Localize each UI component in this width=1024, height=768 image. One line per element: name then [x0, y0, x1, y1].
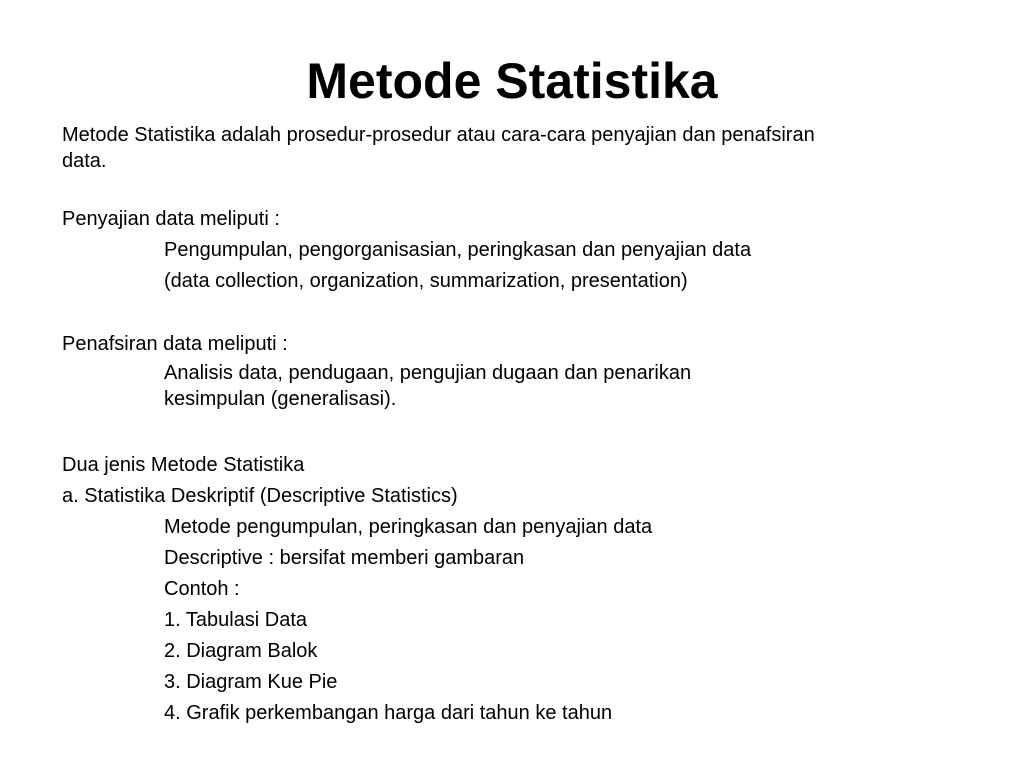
- list-item: Descriptive : bersifat memberi gambaran: [164, 547, 525, 569]
- statistika-deskriptif-heading: a. Statistika Deskriptif (Descriptive Statistics): [62, 485, 458, 507]
- penafsiran-section: [62, 329, 962, 412]
- list-item: 2. Diagram Balok: [164, 640, 318, 662]
- slide-body: [62, 122, 962, 729]
- slide-title: Metode Statistika: [306, 53, 718, 109]
- list-item: Metode pengumpulan, peringkasan dan penyajian data: [164, 516, 653, 538]
- penafsiran-heading: Penafsiran data meliputi :: [62, 333, 288, 355]
- list-item: Contoh :: [164, 578, 240, 600]
- penyajian-item-2: (data collection, organization, summarization, presentation): [164, 270, 688, 292]
- list-item: 4. Grafik perkembangan harga dari tahun ke tahun: [164, 702, 613, 724]
- penyajian-item-1: Pengumpulan, pengorganisasian, peringkasan dan penyajian data: [164, 239, 752, 261]
- dua-jenis-section: [62, 450, 962, 729]
- list-item: 3. Diagram Kue Pie: [164, 671, 338, 693]
- intro-line-2: data.: [62, 150, 107, 172]
- penyajian-heading: Penyajian data meliputi :: [62, 208, 280, 230]
- list-item: 1. Tabulasi Data: [164, 609, 308, 631]
- deskriptif-list: [62, 512, 962, 729]
- intro-paragraph: [62, 122, 962, 174]
- penyajian-section: [62, 204, 962, 297]
- penafsiran-item-line-1: Analisis data, pendugaan, pengujian dugaan dan penarikan: [164, 362, 692, 384]
- penafsiran-item-line-2: kesimpulan (generalisasi).: [164, 388, 397, 410]
- intro-line-1: Metode Statistika adalah prosedur-prosedur atau cara-cara penyajian dan penafsiran: [62, 124, 815, 146]
- dua-jenis-heading: Dua jenis Metode Statistika: [62, 454, 305, 476]
